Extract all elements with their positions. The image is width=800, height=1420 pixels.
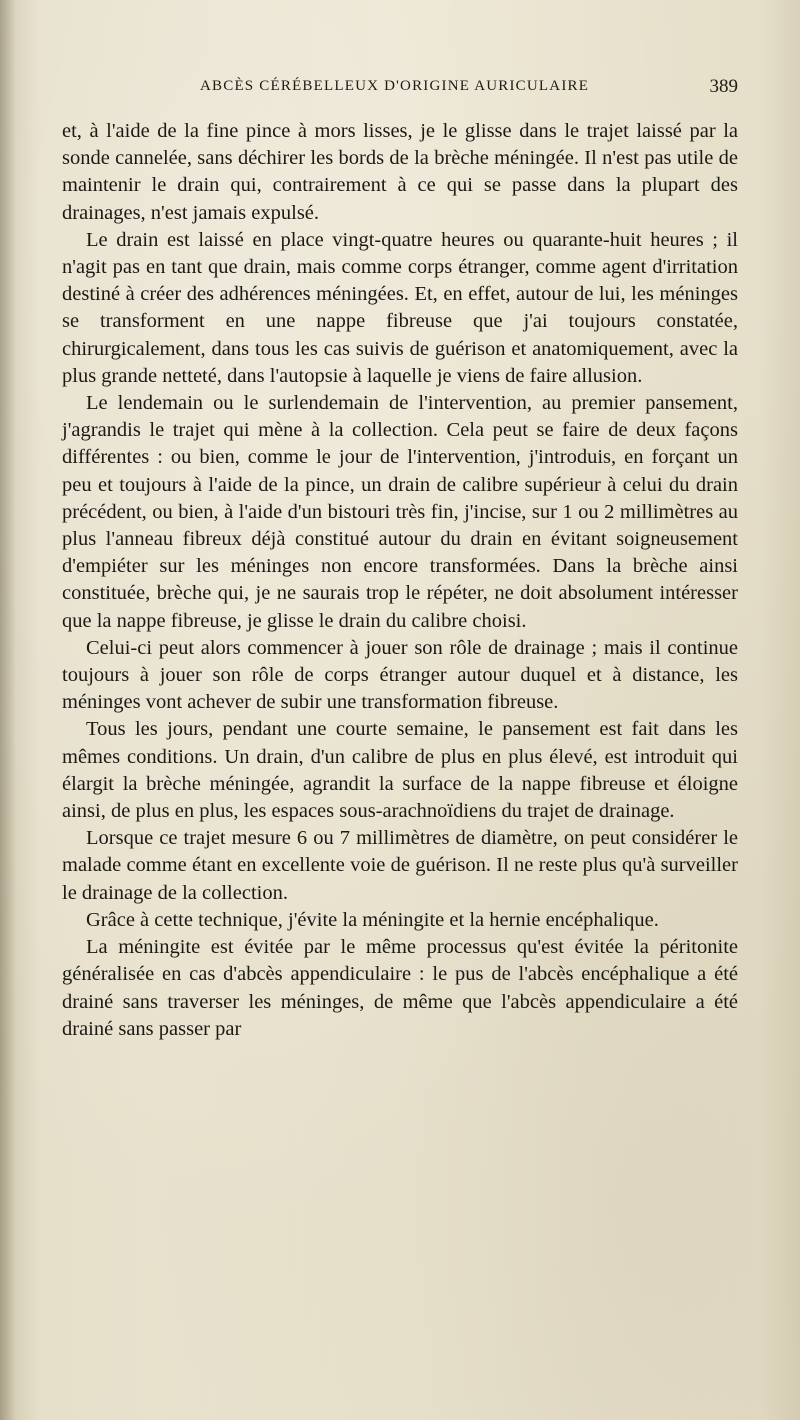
paragraph-7: Grâce à cette technique, j'évite la méningite et la hernie encéphalique. — [86, 908, 659, 931]
page-number: 389 — [709, 76, 738, 97]
running-head — [62, 76, 738, 100]
running-title: ABCÈS CÉRÉBELLEUX D'ORIGINE AURICULAIRE — [200, 78, 590, 94]
paragraph-6: Lorsque ce trajet mesure 6 ou 7 millimètres de diamètre, on peut considérer le malade comme étant en excellente voie de guérison. Il ne reste plus qu'à surveiller le drainage de la collection. — [62, 827, 738, 904]
paragraph-8: La méningite est évitée par le même processus qu'est évitée la péritonite généralisée en cas d'abcès appendiculaire : le pus de l'abcès encéphalique a été drainé sans traverser les méninges, de même que l'abcès appendiculaire a été drainé sans passer par — [62, 936, 738, 1040]
paragraph-2: Le drain est laissé en place vingt-quatre heures ou quarante-huit heures ; il n'agit pas en tant que drain, mais comme corps étranger, comme agent d'irritation destiné à créer des adhérences méningées. Et, en effet, autour de lui, les méninges se transforment en une nappe fibreuse que j'ai toujours constatée, chirurgicalement, dans tous les cas suivis de guérison et anatomiquement, avec la plus grande netteté, dans l'autopsie à laquelle je viens de faire allusion. — [62, 228, 738, 387]
body-text — [62, 118, 738, 1043]
paragraph-3: Le lendemain ou le surlendemain de l'intervention, au premier pansement, j'agrandis le trajet qui mène à la collection. Cela peut se faire de deux façons différentes : ou bien, comme le jour de l'intervention, j'introduis, en forçant un peu et toujours à l'aide de la pince, un drain de calibre supérieur à celui du drain précédent, ou bien, à l'aide d'un bistouri très fin, j'incise, sur 1 ou 2 millimètres au plus l'anneau fibreux déjà constitué autour du drain en évitant soigneusement d'empiéter sur les méninges non encore transformées. Dans la brèche ainsi constituée, brèche qui, je ne saurais trop le répéter, ne doit absolument intéresser que la nappe fibreuse, je glisse le drain du calibre choisi. — [62, 392, 738, 632]
paragraph-5: Tous les jours, pendant une courte semaine, le pansement est fait dans les mêmes conditions. Un drain, d'un calibre de plus en plus élevé, est introduit qui élargit la brèche méningée, agrandit la surface de la nappe fibreuse et éloigne ainsi, de plus en plus, les espaces sous-arachnoïdiens du trajet de drainage. — [62, 718, 738, 823]
paragraph-4: Celui-ci peut alors commencer à jouer son rôle de drainage ; mais il continue toujours à jouer son rôle de corps étranger autour duquel et à distance, les méninges vont achever de subir une transformation fibreuse. — [62, 636, 738, 714]
paragraph-1: et, à l'aide de la fine pince à mors lisses, je le glisse dans le trajet laissé par la sonde cannelée, sans déchirer les bords de la brèche méningée. Il n'est pas utile de maintenir le drain qui, contrairement à ce qui se passe dans la plupart des drainages, n'est jamais expulsé. — [62, 120, 738, 224]
spine-shadow — [0, 0, 16, 1420]
